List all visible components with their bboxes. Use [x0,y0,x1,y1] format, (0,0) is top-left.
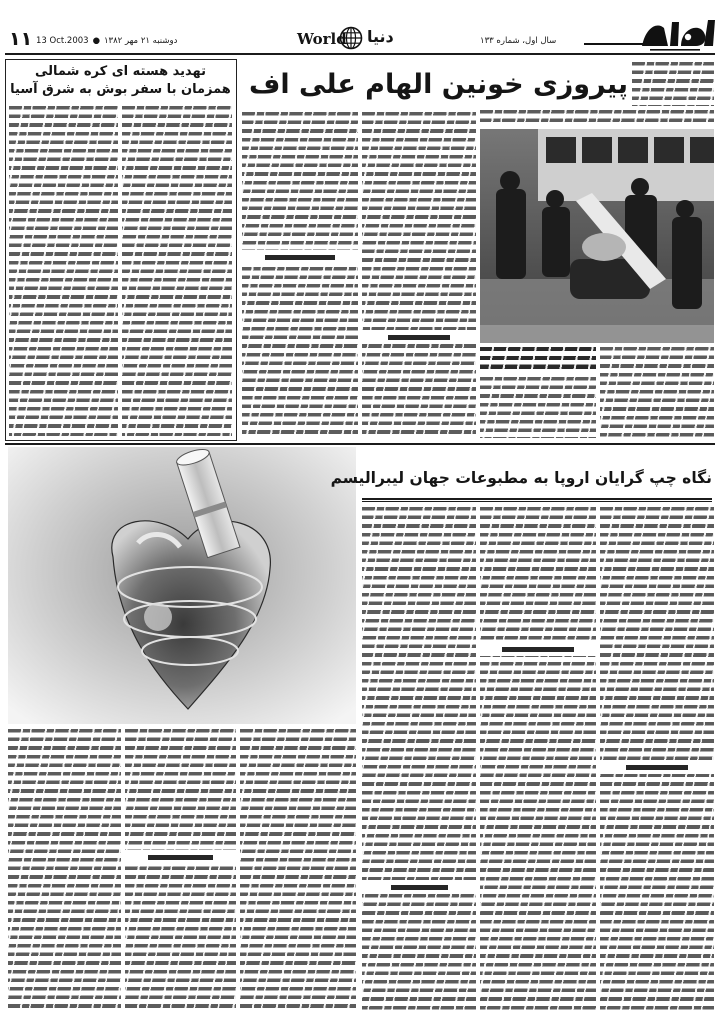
subhead-bar [125,850,236,864]
subhead-bar [600,760,714,774]
article-column [240,729,356,1012]
article-column [242,112,358,438]
aliyev-headline: پیروزی خونین الهام علی اف [248,69,628,100]
article-column [480,377,596,438]
globe-icon [339,26,363,50]
subhead-bar [362,880,476,894]
subhead-bar [362,330,476,344]
issue-date [36,36,177,46]
heart-device-photo [8,447,356,724]
headline-rule [362,498,712,500]
article-column [362,112,476,438]
header-rule [5,53,715,55]
highlight [144,603,172,631]
date-english: 13 Oct.2003 [36,36,89,46]
issue-number: سال اول، شماره ۱۳۳ [480,36,557,46]
north-korea-headline: تهدید هسته ای کره شمالی همزمان با سفر بوش به شرق آسیا [10,64,231,97]
article-column [9,106,118,436]
date-separator: ● [92,36,100,46]
european-left-headline: نگاه چپ گرایان اروپا به مطبوعات جهان لیبرالیسم [330,469,712,487]
light-shirt-figure [582,233,626,261]
date-persian: دوشنبه ۲۱ مهر ۱۳۸۲ [103,36,178,46]
article-column [125,729,236,1012]
headline-rule [362,501,712,502]
article-column [600,347,714,438]
article-column [8,729,121,1012]
section-title-english: World [297,30,347,48]
article-lead [480,110,714,126]
newspaper-logo [584,16,716,53]
article-column [632,62,714,106]
photo-caption [480,347,596,373]
article-column [362,507,476,1012]
section-divider [5,443,715,445]
article-column [122,106,232,436]
bus [538,129,714,201]
aliyev-protest-photo [480,129,714,343]
subhead-bar [242,250,358,264]
subhead-bar [480,642,596,656]
article-column [480,507,596,1012]
section-title-persian: دنیا [367,27,394,46]
page-number: ۱۱ [9,28,33,50]
